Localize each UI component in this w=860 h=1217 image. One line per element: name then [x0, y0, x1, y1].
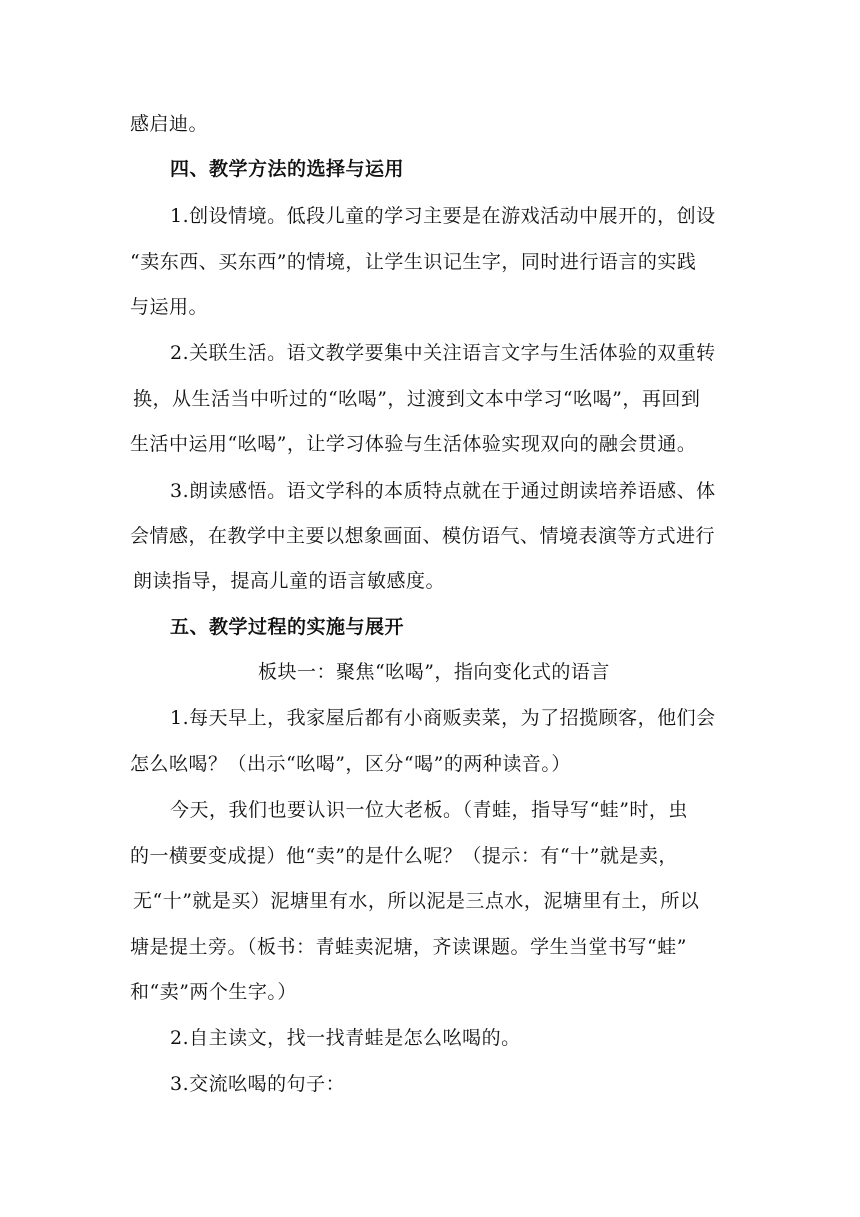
text-line: 3.交流吆喝的句子： [170, 1073, 346, 1095]
text-line: 1.每天早上，我家屋后都有小商贩卖菜，为了招揽顾客，他们会 [170, 707, 716, 729]
text-line: 塘是提土旁。（板书：青蛙卖泥塘，齐读课题。学生当堂书写“蛙” [130, 936, 687, 958]
text-line: 换，从生活当中听过的“吆喝”，过渡到文本中学习“吆喝”，再回到 [133, 388, 701, 410]
text-line: 会情感，在教学中主要以想象画面、模仿语气、情境表演等方式进行 [130, 525, 716, 547]
section-heading: 五、教学过程的实施与展开 [170, 616, 405, 638]
text-line: 2.关联生活。语文教学要集中关注语言文字与生活体验的双重转 [170, 342, 716, 364]
text-line: 和“卖”两个生字。） [130, 981, 297, 1003]
text-line: 感启迪。 [130, 113, 209, 135]
block-title: 板块一：聚焦“吆喝”，指向变化式的语言 [258, 661, 610, 683]
text-line: 2.自主读文，找一找青蛙是怎么吆喝的。 [170, 1027, 521, 1049]
text-line: 无“十”就是买）泥塘里有水，所以泥是三点水，泥塘里有土，所以 [133, 890, 700, 912]
text-line: 与运用。 [130, 296, 209, 318]
text-line: 怎么吆喝？（出示“吆喝”，区分“喝”的两种读音。） [130, 753, 571, 775]
text-line: 的一横要变成提）他“卖”的是什么呢？（提示：有“十”就是卖， [130, 845, 678, 867]
text-line: “卖东西、买东西”的情境，让学生识记生字，同时进行语言的实践 [130, 251, 697, 273]
text-line: 朗读指导，提高儿童的语言敏感度。 [133, 570, 446, 592]
text-line: 1.创设情境。低段儿童的学习主要是在游戏活动中展开的，创设 [170, 205, 716, 227]
text-line: 今天，我们也要认识一位大老板。（青蛙，指导写“蛙”时，虫 [170, 799, 688, 821]
text-line: 生活中运用“吆喝”，让学习体验与生活体验实现双向的融会贯通。 [130, 433, 697, 455]
text-line: 3.朗读感悟。语文学科的本质特点就在于通过朗读培养语感、体 [170, 480, 716, 502]
section-heading: 四、教学方法的选择与运用 [170, 158, 405, 180]
